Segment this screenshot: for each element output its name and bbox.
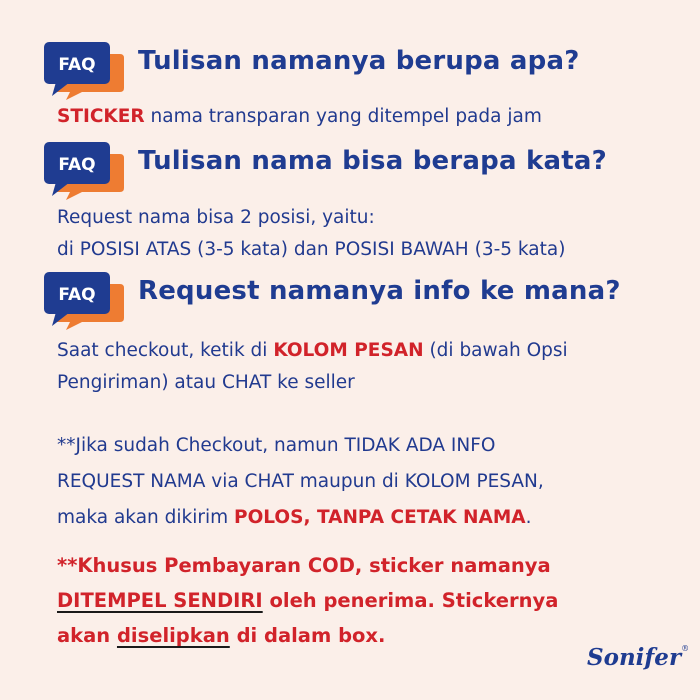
cod-line-3-text-end: di dalam box.: [229, 624, 386, 647]
faq-question-3: Request namanya info ke mana?: [138, 276, 621, 306]
faq-badge-label: FAQ: [58, 55, 96, 75]
sticker-highlight: STICKER: [57, 106, 145, 127]
faq-answer-2-line-2: di POSISI ATAS (3-5 kata) dan POSISI BAWAH (3-5 kata): [57, 239, 566, 260]
logo-registered-mark: ®: [681, 644, 690, 653]
kolom-pesan-highlight: KOLOM PESAN: [273, 340, 424, 361]
faq-chat-bubble-icon: [42, 140, 124, 200]
faq-answer-3-line-2: Pengiriman) atau CHAT ke seller: [57, 372, 355, 393]
cod-notice: [57, 548, 558, 653]
cod-line-2-text: oleh penerima. Stickernya: [262, 589, 559, 612]
note-line-3: [57, 502, 531, 534]
faq-item-2: [42, 140, 682, 200]
faq-answer-1-text: nama transparan yang ditempel pada jam: [144, 106, 542, 127]
cod-line-2: [57, 583, 558, 618]
faq-answer-3-text: Saat checkout, ketik di: [57, 340, 274, 361]
faq-question-2: Tulisan nama bisa berapa kata?: [138, 146, 607, 176]
note-line-2: REQUEST NAMA via CHAT maupun di KOLOM PESAN,: [57, 471, 544, 492]
faq-chat-bubble-icon: [42, 270, 124, 330]
note-line-3-text: maka akan dikirim: [57, 507, 235, 528]
logo-text: Sonifer: [587, 644, 682, 671]
faq-badge-label: FAQ: [58, 155, 96, 175]
diselipkan-underlined: diselipkan: [116, 624, 230, 647]
faq-chat-bubble-icon: [42, 40, 124, 100]
faq-item-3: [42, 270, 682, 330]
faq-question-1: Tulisan namanya berupa apa?: [138, 46, 580, 76]
sonifer-logo: [587, 644, 689, 671]
faq-answer-2-line-1: Request nama bisa 2 posisi, yaitu:: [57, 207, 375, 228]
ditempel-sendiri-underlined: DITEMPEL SENDIRI: [57, 589, 263, 612]
cod-line-3: [57, 618, 558, 653]
note-line-3-period: .: [525, 507, 532, 528]
polos-highlight: POLOS, TANPA CETAK NAMA: [234, 507, 526, 528]
faq-answer-3-line-1: [57, 335, 568, 367]
faq-badge-label: FAQ: [58, 285, 96, 305]
note-line-1: **Jika sudah Checkout, namun TIDAK ADA INFO: [57, 435, 496, 456]
faq-item-1: [42, 40, 682, 100]
faq-answer-3-text-end: (di bawah Opsi: [423, 340, 568, 361]
cod-line-1: **Khusus Pembayaran COD, sticker namanya: [57, 554, 551, 577]
faq-answer-1: [57, 101, 542, 133]
cod-line-3-text: akan: [57, 624, 117, 647]
